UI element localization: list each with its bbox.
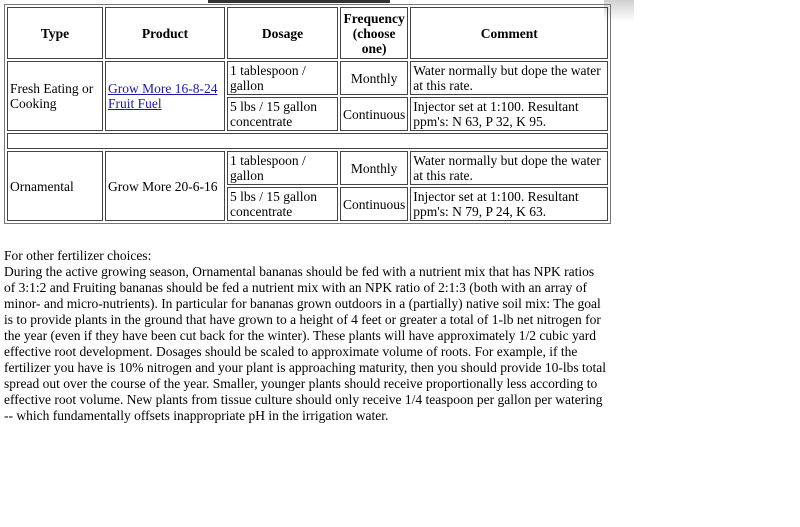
frequency-cell: Continuous <box>340 187 408 221</box>
dosage-cell: 1 tablespoon / gallon <box>227 151 338 185</box>
product-cell: Grow More 20-6-16 <box>105 151 225 221</box>
type-cell: Ornamental <box>7 151 103 221</box>
notes-intro: For other fertilizer choices: <box>4 248 152 263</box>
product-cell <box>105 61 225 131</box>
table-header-row <box>7 7 608 59</box>
type-cell: Fresh Eating or Cooking <box>7 61 103 131</box>
top-scroll-bar <box>208 0 390 3</box>
frequency-cell: Continuous <box>340 97 408 131</box>
notes-body: During the active growing season, Ornamental bananas should be fed with a nutrient mix that has NPK ratios of 3:1:2 and Fruiting bananas should be fed a nutrient mix with an NPK ratio of 2:1:3 (both with an array of minor- and micro-nutrients). In particular for bananas grown outdoors in a (partially) native soil mix: The goal is to provide plants in the ground that have grown to a height of 4 feet or greater a total of 1-lb net nitrogen for the year (even if they have been cut back for the winter). These plants will have approximately 1/2 cubic yard effective root development. Dosages should be scaled to approximate volume of roots. For example, if the fertilizer you have is 10% nitrogen and your plant is approaching maturity, then you should provide 10-lbs total spread out over the course of the year. Smaller, younger plants should receive proportionally less according to effective root volume. New plants from tissue culture should only receive 1/4 teaspoon per gallon per watering -- which fundamentally offsets inappropriate pH in the irrigation water. <box>4 264 606 423</box>
table-row <box>7 151 608 185</box>
frequency-cell: Monthly <box>340 61 408 95</box>
product-link[interactable]: Grow More 16-8-24 Fruit Fuel <box>108 81 218 111</box>
header-dosage: Dosage <box>227 7 338 59</box>
dosage-cell: 1 tablespoon / gallon <box>227 61 338 95</box>
frequency-cell: Monthly <box>340 151 408 185</box>
dosage-cell: 5 lbs / 15 gallon concentrate <box>227 97 338 131</box>
header-type: Type <box>7 7 103 59</box>
table-row <box>7 61 608 95</box>
header-comment: Comment <box>410 7 608 59</box>
spacer-row <box>7 133 608 149</box>
comment-cell: Injector set at 1:100. Resultant ppm's: N 63, P 32, K 95. <box>410 97 608 131</box>
spacer-cell <box>7 133 608 149</box>
dosage-cell: 5 lbs / 15 gallon concentrate <box>227 187 338 221</box>
fertilizer-table <box>4 4 611 224</box>
header-product: Product <box>105 7 225 59</box>
comment-cell: Water normally but dope the water at this rate. <box>410 61 608 95</box>
header-frequency: Frequency (choose one) <box>340 7 408 59</box>
comment-cell: Water normally but dope the water at this rate. <box>410 151 608 185</box>
comment-cell: Injector set at 1:100. Resultant ppm's: N 79, P 24, K 63. <box>410 187 608 221</box>
fertilizer-notes <box>4 248 608 424</box>
